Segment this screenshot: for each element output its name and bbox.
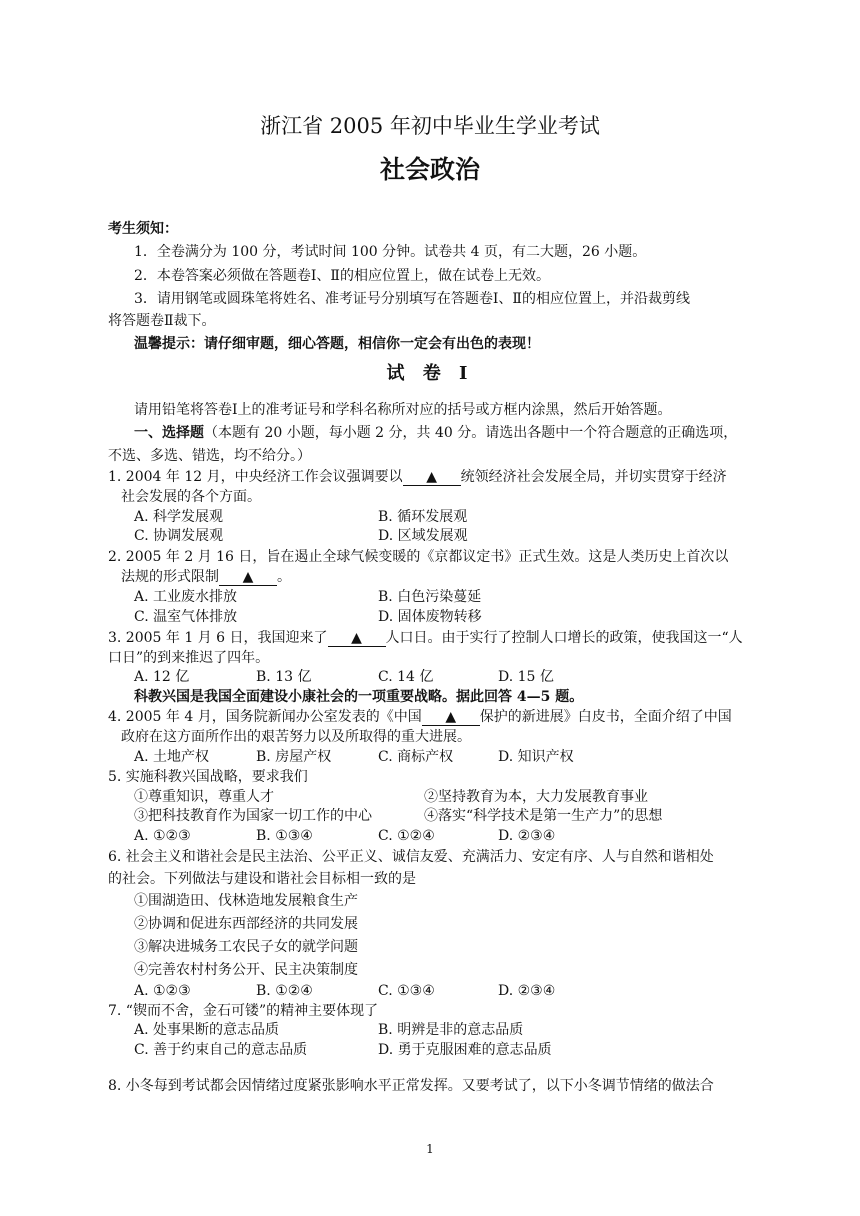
option-d: D. 固体废物转移 <box>378 609 482 625</box>
option-c: C. 商标产权 <box>378 749 454 765</box>
group-note: 科教兴国是我国全面建设小康社会的一项重要战略。据此回答 4—5 题。 <box>134 689 584 705</box>
option-b: B. 循环发展观 <box>378 509 468 525</box>
question-6-line-2: 的社会。下列做法与建设和谐社会目标相一致的是 <box>108 871 416 887</box>
answer-blank: ▲ <box>219 569 277 586</box>
option-a: A. 土地产权 <box>134 749 210 765</box>
question-4-line-2: 政府在这方面所作出的艰苦努力以及所取得的重大进展。 <box>121 729 471 745</box>
statement-3: ③把科技教育作为国家一切工作的中心 <box>134 808 372 824</box>
option-c: C. ①③④ <box>378 983 435 999</box>
option-d: D. 区域发展观 <box>378 528 468 544</box>
part-title: 一、选择题 <box>134 425 204 441</box>
question-7-line-1: 7. “锲而不舍，金石可镂”的精神主要体现了 <box>108 1003 379 1019</box>
option-c: C. 温室气体排放 <box>134 609 238 625</box>
statement-4: ④完善农村村务公开、民主决策制度 <box>134 962 358 978</box>
option-b: B. ①③④ <box>256 828 313 844</box>
statement-4: ④落实“科学技术是第一生产力”的思想 <box>424 808 663 824</box>
question-5-line-1: 5. 实施科教兴国战略，要求我们 <box>108 769 308 785</box>
question-6-line-1: 6. 社会主义和谐社会是民主法治、公平正义、诚信友爱、充满活力、安定有序、人与自然和谐相处 <box>108 849 714 865</box>
answer-blank: ▲ <box>403 469 461 486</box>
notice-heading: 考生须知： <box>108 221 178 237</box>
notice-item-1: 1．全卷满分为 100 分，考试时间 100 分钟。试卷共 4 页，有二大题，26 小题。 <box>134 244 647 260</box>
option-c: C. ①②④ <box>378 828 435 844</box>
answer-blank: ▲ <box>328 630 386 647</box>
part-desc-cont: 不选、多选、错选，均不给分。） <box>108 448 311 464</box>
question-2-line-2: 法规的形式限制 ▲ 。 <box>121 569 291 585</box>
page-number: 1 <box>426 1142 434 1156</box>
statement-1: ①围湖造田、伐林造地发展粮食生产 <box>134 893 358 909</box>
option-b: B. ①②④ <box>256 983 313 999</box>
statement-3: ③解决进城务工农民子女的就学问题 <box>134 939 358 955</box>
option-a: A. 科学发展观 <box>134 509 224 525</box>
notice-item-2: 2．本卷答案必须做在答题卷Ⅰ、Ⅱ的相应位置上，做在试卷上无效。 <box>134 268 550 284</box>
option-a: A. ①②③ <box>134 828 191 844</box>
part-desc: （本题有 20 小题，每小题 2 分，共 40 分。请选出各题中一个符合题意的正确选项， <box>204 425 738 441</box>
statement-1: ①尊重知识，尊重人才 <box>134 789 274 805</box>
question-1-line-2: 社会发展的各个方面。 <box>121 489 261 505</box>
notice-item-3: 3．请用钢笔或圆珠笔将姓名、准考证号分别填写在答题卷Ⅰ、Ⅱ的相应位置上，并沿裁剪线 <box>134 291 690 307</box>
option-a: A. 处事果断的意志品质 <box>134 1022 280 1038</box>
notice-tip: 温馨提示：请仔细审题，细心答题，相信你一定会有出色的表现！ <box>134 336 540 352</box>
question-3-line-1: 3. 2005 年 1 月 6 日，我国迎来了 ▲ 人口日。由于实行了控制人口增长的政策，使我国这一“人 <box>108 630 743 646</box>
option-d: D. 勇于克服困难的意志品质 <box>378 1042 552 1058</box>
option-c: C. 协调发展观 <box>134 528 224 544</box>
option-a: A. ①②③ <box>134 983 191 999</box>
option-b: B. 明辨是非的意志品质 <box>378 1022 524 1038</box>
exam-title: 浙江省 2005 年初中毕业生学业考试 <box>260 114 600 138</box>
answer-blank: ▲ <box>422 709 480 726</box>
notice-item-3-cont: 将答题卷Ⅱ裁下。 <box>108 313 216 329</box>
question-8-line-1: 8. 小冬每到考试都会因情绪过度紧张影响水平正常发挥。又要考试了，以下小冬调节情绪的做法合 <box>108 1078 714 1094</box>
option-d: D. ②③④ <box>498 828 556 844</box>
option-a: A. 工业废水排放 <box>134 589 238 605</box>
option-a: A. 12 亿 <box>134 669 190 685</box>
option-d: D. ②③④ <box>498 983 556 999</box>
option-b: B. 白色污染蔓延 <box>378 589 482 605</box>
option-b: B. 房屋产权 <box>256 749 332 765</box>
option-c: C. 善于约束自己的意志品质 <box>134 1042 308 1058</box>
section-instruction: 请用铅笔将答卷Ⅰ上的准考证号和学科名称所对应的括号或方框内涂黑，然后开始答题。 <box>134 402 672 418</box>
option-d: D. 知识产权 <box>498 749 574 765</box>
exam-subject: 社会政治 <box>379 155 480 184</box>
question-3-line-2: 口日”的到来推迟了四年。 <box>108 650 270 666</box>
option-d: D. 15 亿 <box>498 669 554 685</box>
question-4-line-1: 4. 2005 年 4 月，国务院新闻办公室发表的《中国 ▲ 保护的新进展》白皮书，全面介绍了中国 <box>108 709 732 725</box>
statement-2: ②协调和促进东西部经济的共同发展 <box>134 916 358 932</box>
section-title: 试 卷 Ⅰ <box>386 363 474 384</box>
question-1-line-1: 1. 2004 年 12 月，中央经济工作会议强调要以 ▲ 统领经济社会发展全局，并切实贯穿于经济 <box>108 469 727 485</box>
question-2-line-1: 2. 2005 年 2 月 16 日，旨在遏止全球气候变暖的《京都议定书》正式生效。这是人类历史上首次以 <box>108 549 729 565</box>
statement-2: ②坚持教育为本，大力发展教育事业 <box>424 789 648 805</box>
option-c: C. 14 亿 <box>378 669 434 685</box>
part-heading <box>134 423 737 443</box>
option-b: B. 13 亿 <box>256 669 312 685</box>
